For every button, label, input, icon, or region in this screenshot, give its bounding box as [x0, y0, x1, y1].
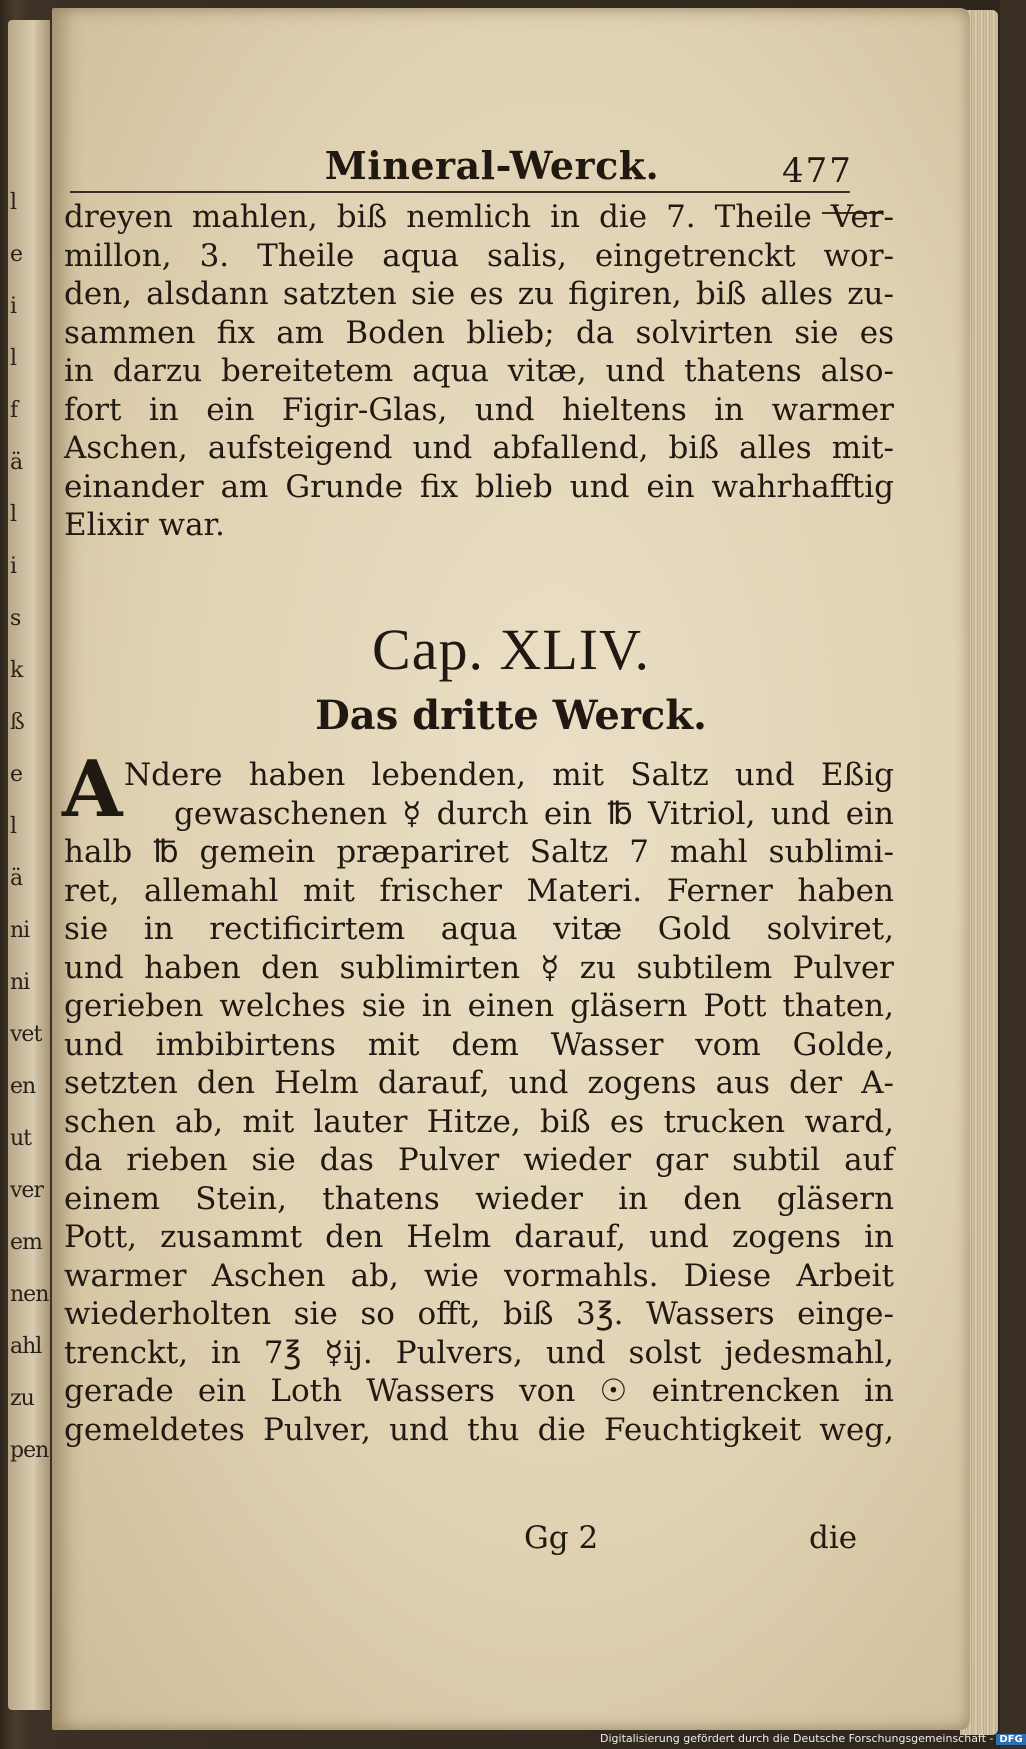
text-line: einander am Grunde fix blieb und ein wahrhafftig [64, 468, 894, 505]
running-head [52, 143, 970, 189]
text-line: setzten den Helm darauf, und zogens aus der A- [64, 1065, 894, 1101]
margin-fragment: k [10, 658, 23, 683]
digitization-credit [600, 1732, 1023, 1748]
margin-fragment: ä [10, 866, 23, 891]
signature-mark: Gg 2 [524, 1520, 599, 1556]
text-line: Pott, zusammt den Helm darauf, und zogens in [64, 1219, 894, 1255]
margin-fragment: vet [10, 1022, 42, 1047]
text-line: fort in ein Figir-Glas, und hieltens in warmer [64, 391, 894, 428]
text-line: warmer Aschen ab, wie vormahls. Diese Arbeit [64, 1257, 894, 1294]
margin-fragment: ver [10, 1178, 43, 1203]
text-line: wiederholten sie so offt, biß 3℥. Wassers einge- [64, 1296, 894, 1332]
margin-fragment: l [10, 502, 17, 527]
margin-fragment: e [10, 242, 23, 267]
margin-fragment: l [10, 346, 17, 371]
text-line: den, alsdann satzten sie es zu figiren, biß alles zu- [64, 276, 894, 312]
text-line: gerieben welches sie in einen gläsern Pott thaten, [64, 988, 894, 1024]
margin-fragment: ä [10, 450, 23, 475]
margin-fragment: l [10, 190, 17, 215]
chapter-subheading: Das dritte Werck. [315, 692, 707, 739]
margin-fragment: nen [10, 1282, 49, 1307]
margin-fragment: em [10, 1230, 42, 1255]
credit-text: Digitalisierung gefördert durch die Deutsche Forschungsgemeinschaft - [600, 1732, 994, 1745]
chapter-paragraph [64, 756, 894, 1449]
text-line: schen ab, mit lauter Hitze, biß es trucken ward, [64, 1103, 894, 1140]
text-line: gewaschenen ☿ durch ein ℔ Vitriol, und ein [174, 795, 894, 832]
margin-fragment: en [10, 1074, 36, 1099]
margin-fragment: ß [10, 710, 24, 735]
text-line: dreyen mahlen, biß nemlich in die 7. Theile Ver- [64, 199, 894, 235]
text-line: halb ℔ gemein præpariret Saltz 7 mahl sublimi- [64, 834, 894, 870]
margin-fragment: ahl [10, 1334, 42, 1359]
margin-fragment: ni [10, 918, 30, 943]
page-number: 477 [782, 151, 853, 191]
margin-fragment: f [10, 398, 18, 423]
margin-fragment: s [10, 606, 21, 631]
catchword: die [809, 1520, 858, 1556]
text-line: und haben den sublimirten ☿ zu subtilem Pulver [64, 949, 894, 986]
adjacent-page-edge [8, 20, 50, 1710]
chapter-heading: Cap. XLIV. [372, 617, 650, 682]
text-line: ret, allemahl mit frischer Materi. Ferner haben [64, 872, 894, 909]
text-line: Aschen, aufsteigend und abfallend, biß alles mit- [64, 430, 894, 466]
text-line: und imbibirtens mit dem Wasser vom Golde, [64, 1026, 894, 1063]
text-line: trenckt, in 7℥ ☿ij. Pulvers, und solst jedesmahl, [64, 1334, 894, 1371]
margin-fragment: ut [10, 1126, 32, 1151]
signature-line [64, 1520, 894, 1560]
text-line: gerade ein Loth Wassers von ☉ eintrencken in [64, 1373, 894, 1409]
text-line: gemeldetes Pulver, und thu die Feuchtigkeit weg, [64, 1411, 894, 1448]
text-line: millon, 3. Theile aqua salis, eingetrenckt wor- [64, 237, 894, 274]
margin-fragment: zu [10, 1386, 34, 1411]
text-line: Elixir war. [64, 507, 225, 543]
text-line: sammen fix am Boden blieb; da solvirten sie es [64, 314, 894, 351]
book-page [52, 8, 970, 1730]
header-rule [70, 191, 850, 193]
text-line: da rieben sie das Pulver wieder gar subtil auf [64, 1142, 894, 1178]
paragraph-continued [64, 198, 894, 545]
running-title: Mineral-Werck. [324, 143, 660, 188]
margin-fragment: l [10, 814, 17, 839]
text-line: Ndere haben lebenden, mit Saltz und Eßig [124, 757, 894, 793]
margin-fragment: i [10, 554, 17, 579]
margin-fragment: pen [10, 1438, 49, 1463]
margin-fragment: ni [10, 970, 30, 995]
drop-capital: A [62, 744, 123, 835]
text-line: einem Stein, thatens wieder in den gläsern [64, 1180, 894, 1217]
margin-fragment: e [10, 762, 23, 787]
dfg-logo: DFG [996, 1734, 1025, 1745]
text-line: sie in rectificirtem aqua vitæ Gold solviret, [64, 911, 894, 947]
margin-fragment: i [10, 294, 17, 319]
text-line: in darzu bereitetem aqua vitæ, und thatens also- [64, 353, 894, 389]
